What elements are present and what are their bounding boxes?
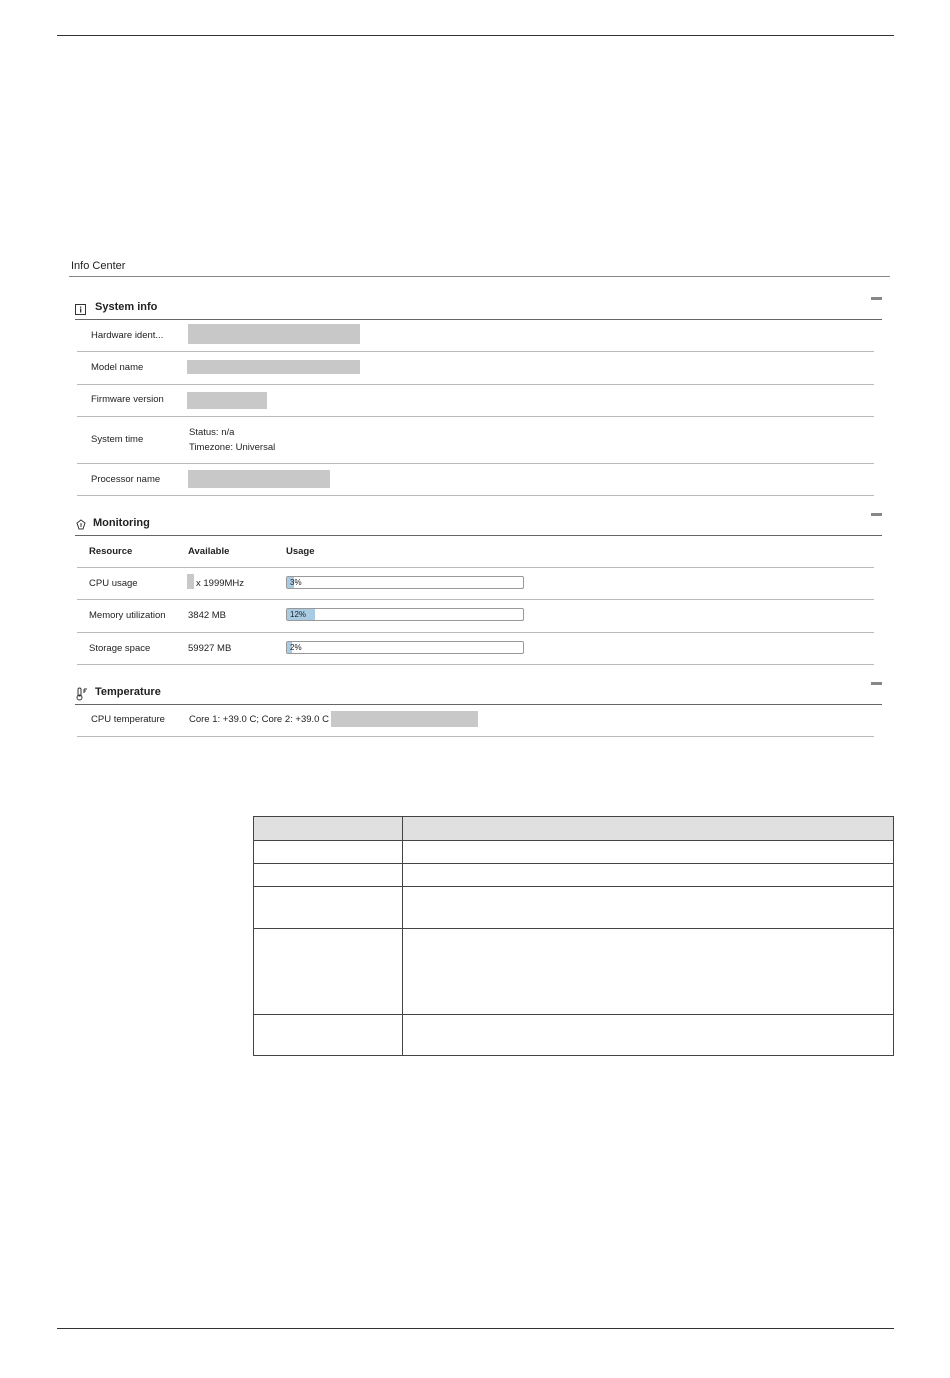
table-row bbox=[254, 887, 894, 929]
redacted-value bbox=[188, 324, 360, 344]
monitoring-row-memory bbox=[77, 600, 874, 633]
system-info-collapse-button[interactable] bbox=[871, 297, 882, 300]
column-available: Available bbox=[188, 546, 230, 557]
row-label: Hardware ident... bbox=[91, 330, 164, 341]
table-header-row bbox=[254, 817, 894, 841]
monitoring-header-row bbox=[77, 536, 874, 568]
table-cell bbox=[254, 864, 403, 887]
available-value: 59927 MB bbox=[188, 643, 232, 654]
table-row bbox=[254, 1015, 894, 1056]
temperature-header[interactable] bbox=[75, 686, 882, 705]
available-value: 3842 MB bbox=[188, 610, 227, 621]
usage-progress-bar bbox=[286, 641, 524, 654]
system-info-row-processor bbox=[77, 464, 874, 496]
row-label: CPU temperature bbox=[91, 714, 165, 725]
temperature-value: Core 1: +39.0 C; Core 2: +39.0 C bbox=[189, 714, 329, 725]
table-cell bbox=[403, 887, 894, 929]
table-cell bbox=[403, 864, 894, 887]
system-info-row-firmware bbox=[77, 385, 874, 417]
thermometer-icon bbox=[75, 687, 89, 701]
available-value: x 1999MHz bbox=[196, 578, 245, 589]
resource-label: Memory utilization bbox=[89, 610, 166, 621]
table-row bbox=[254, 929, 894, 1015]
temperature-row-cpu bbox=[77, 705, 874, 737]
monitoring-row-cpu bbox=[77, 568, 874, 600]
table-row bbox=[254, 841, 894, 864]
usage-label: 12% bbox=[290, 610, 307, 619]
table-header-cell bbox=[254, 817, 403, 841]
row-label: System time bbox=[91, 434, 144, 445]
redacted-value bbox=[331, 711, 478, 727]
row-label: Processor name bbox=[91, 474, 161, 485]
monitoring-collapse-button[interactable] bbox=[871, 513, 882, 516]
usage-progress-bar bbox=[286, 576, 524, 589]
row-label: Model name bbox=[91, 362, 144, 373]
table-row bbox=[254, 864, 894, 887]
system-info-row-model bbox=[77, 352, 874, 385]
system-time-timezone: Timezone: Universal bbox=[189, 442, 276, 453]
redacted-value bbox=[188, 470, 330, 488]
system-info-heading: System info bbox=[95, 301, 158, 313]
resource-label: CPU usage bbox=[89, 578, 138, 589]
resource-label: Storage space bbox=[89, 643, 151, 654]
redacted-value bbox=[187, 360, 360, 374]
header-rule bbox=[57, 35, 894, 36]
table-cell bbox=[254, 887, 403, 929]
system-info-header[interactable] bbox=[75, 301, 882, 320]
system-time-status: Status: n/a bbox=[189, 427, 235, 438]
column-resource: Resource bbox=[89, 546, 133, 557]
table-cell bbox=[254, 841, 403, 864]
system-info-row-system-time bbox=[77, 417, 874, 464]
table-cell bbox=[403, 929, 894, 1015]
table-header-cell bbox=[403, 817, 894, 841]
usage-label: 2% bbox=[290, 643, 302, 652]
usage-progress-bar bbox=[286, 608, 524, 621]
redacted-value bbox=[187, 574, 194, 589]
table-cell bbox=[254, 1015, 403, 1056]
monitoring-heading: Monitoring bbox=[93, 517, 150, 529]
table-cell bbox=[403, 1015, 894, 1056]
temperature-collapse-button[interactable] bbox=[871, 682, 882, 685]
table-cell bbox=[403, 841, 894, 864]
temperature-heading: Temperature bbox=[95, 686, 161, 698]
description-table bbox=[253, 816, 894, 1056]
gauge-icon bbox=[75, 518, 89, 532]
footer-rule bbox=[57, 1328, 894, 1329]
column-usage: Usage bbox=[286, 546, 315, 557]
table-cell bbox=[254, 929, 403, 1015]
redacted-value bbox=[187, 392, 267, 409]
usage-label: 3% bbox=[290, 578, 302, 587]
info-icon bbox=[75, 302, 89, 316]
page-title: Info Center bbox=[71, 260, 126, 272]
monitoring-row-storage bbox=[77, 633, 874, 665]
monitoring-header[interactable] bbox=[75, 517, 882, 536]
system-info-row-hardware bbox=[77, 320, 874, 352]
row-label: Firmware version bbox=[91, 394, 164, 405]
title-divider bbox=[69, 276, 890, 277]
